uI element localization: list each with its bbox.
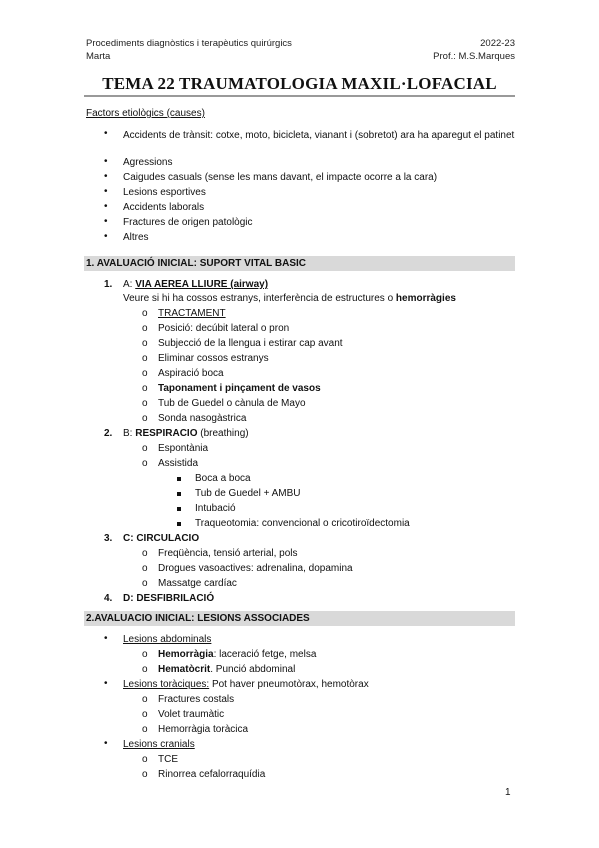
circle-marker: o	[142, 398, 148, 409]
tractament-item: Sonda nasogàstrica	[158, 413, 247, 424]
circle-marker: o	[142, 709, 148, 720]
circle-marker: o	[142, 323, 148, 334]
factor-item: Caigudes casuals (sense les mans davant, el impacte ocorre a la cara)	[123, 172, 438, 183]
header-author: Marta	[86, 51, 111, 62]
bullet-marker: •	[104, 156, 108, 167]
circle-marker: o	[142, 458, 148, 469]
breathing-item: Assistida	[158, 458, 199, 469]
abdominal-item-bold: Hemorràgia	[158, 649, 214, 660]
bullet-marker: •	[104, 231, 108, 242]
circulation-item: Massatge cardíac	[158, 578, 237, 589]
circulation-item: Drogues vasoactives: adrenalina, dopamina	[158, 563, 353, 574]
circle-marker: o	[142, 578, 148, 589]
factor-item: Accidents de trànsit: cotxe, moto, bicicleta, vianant i (sobretot) ara ha aparegut el patinet	[123, 130, 515, 141]
section-2-heading: 2.AVALUACIO INICIAL: LESIONS ASSOCIADES	[84, 611, 515, 626]
circle-marker: o	[142, 769, 148, 780]
abdominal-item-text: . Punció abdominal	[210, 664, 296, 675]
circle-marker: o	[142, 413, 148, 424]
tractament-item: Subjecció de la llengua i estirar cap avant	[158, 338, 343, 349]
assisted-item: Intubació	[195, 503, 236, 514]
factor-item: Agressions	[123, 157, 173, 168]
thoracic-title: Lesions toràciques:	[123, 679, 210, 690]
item-number: 4.	[104, 593, 113, 604]
thoracic-text: Pot haver pneumotòrax, hemotòrax	[209, 679, 369, 690]
assisted-item: Tub de Guedel + AMBU	[195, 488, 301, 499]
circle-marker: o	[142, 548, 148, 559]
airway-desc-text: Veure si hi ha cossos estranys, interferència de estructures o	[123, 293, 396, 304]
breathing-heading	[123, 428, 249, 440]
header-year: 2022-23	[480, 38, 515, 49]
breathing-prefix: B:	[123, 428, 136, 439]
circle-marker: o	[142, 383, 148, 394]
header-course: Procediments diagnòstics i terapèutics quirúrgics	[86, 38, 292, 49]
cranial-heading: Lesions cranials	[123, 739, 195, 750]
abdominal-heading: Lesions abdominals	[123, 634, 212, 645]
tractament-item: Posició: decúbit lateral o pron	[158, 323, 290, 334]
bullet-marker: •	[104, 633, 108, 644]
breathing-item: Espontània	[158, 443, 209, 454]
factor-item: Fractures de origen patològic	[123, 217, 253, 228]
square-bullet	[177, 477, 181, 481]
circle-marker: o	[142, 563, 148, 574]
thoracic-item: Hemorràgia toràcica	[158, 724, 249, 735]
circle-marker: o	[142, 353, 148, 364]
square-bullet	[177, 492, 181, 496]
abdominal-item	[158, 664, 295, 676]
section-1-heading: 1. AVALUACIÓ INICIAL: SUPORT VITAL BASIC	[84, 256, 515, 271]
airway-description	[123, 293, 456, 305]
assisted-item: Traqueotomia: convencional o cricotiroïdectomia	[195, 518, 410, 529]
circle-marker: o	[142, 368, 148, 379]
circle-marker: o	[142, 649, 148, 660]
tractament-item: Taponament i pinçament de vasos	[158, 383, 321, 394]
circle-marker: o	[142, 443, 148, 454]
circulation-heading: C: CIRCULACIO	[123, 533, 200, 544]
bullet-marker: •	[104, 128, 108, 139]
factor-item: Altres	[123, 232, 149, 243]
factor-item: Lesions esportives	[123, 187, 206, 198]
defibrillation-heading: D: DESFIBRILACIÓ	[123, 593, 215, 604]
circle-marker: o	[142, 754, 148, 765]
circulation-item: Freqüència, tensió arterial, pols	[158, 548, 298, 559]
airway-title: VIA AEREA LLIURE (airway)	[135, 279, 269, 290]
circle-marker: o	[142, 338, 148, 349]
airway-prefix: A:	[123, 279, 136, 290]
header-professor: Prof.: M.S.Marques	[433, 51, 515, 62]
bullet-marker: •	[104, 678, 108, 689]
square-bullet	[177, 507, 181, 511]
circle-marker: o	[142, 724, 148, 735]
abdominal-item	[158, 649, 316, 661]
cranial-item: TCE	[158, 754, 178, 765]
factors-heading: Factors etiològics (causes)	[86, 108, 205, 119]
thoracic-heading	[123, 679, 369, 691]
item-number: 2.	[104, 428, 113, 439]
thoracic-item: Volet traumàtic	[158, 709, 225, 720]
square-bullet	[177, 522, 181, 526]
item-number: 3.	[104, 533, 113, 544]
item-number: 1.	[104, 279, 113, 290]
circle-marker: o	[142, 308, 148, 319]
bullet-marker: •	[104, 201, 108, 212]
tractament-item: Aspiració boca	[158, 368, 224, 379]
breathing-suffix: (breathing)	[197, 428, 249, 439]
cranial-item: Rinorrea cefalorraquídia	[158, 769, 266, 780]
tractament-item: Tub de Guedel o cànula de Mayo	[158, 398, 306, 409]
abdominal-item-text: : laceració fetge, melsa	[213, 649, 317, 660]
circle-marker: o	[142, 664, 148, 675]
abdominal-item-bold: Hematòcrit	[158, 664, 211, 675]
circle-marker: o	[142, 694, 148, 705]
airway-desc-bold: hemorràgies	[395, 293, 456, 304]
page-number: 1	[505, 787, 511, 798]
factor-item: Accidents laborals	[123, 202, 205, 213]
assisted-item: Boca a boca	[195, 473, 251, 484]
bullet-marker: •	[104, 171, 108, 182]
title-rule	[84, 95, 515, 97]
tractament-heading: TRACTAMENT	[158, 308, 226, 319]
bullet-marker: •	[104, 216, 108, 227]
breathing-title: RESPIRACIO	[135, 428, 198, 439]
tractament-item: Eliminar cossos estranys	[158, 353, 269, 364]
bullet-marker: •	[104, 738, 108, 749]
page-title: TEMA 22 TRAUMATOLOGIA MAXIL·LOFACIAL	[102, 74, 497, 93]
bullet-marker: •	[104, 186, 108, 197]
airway-heading	[123, 279, 268, 291]
thoracic-item: Fractures costals	[158, 694, 235, 705]
